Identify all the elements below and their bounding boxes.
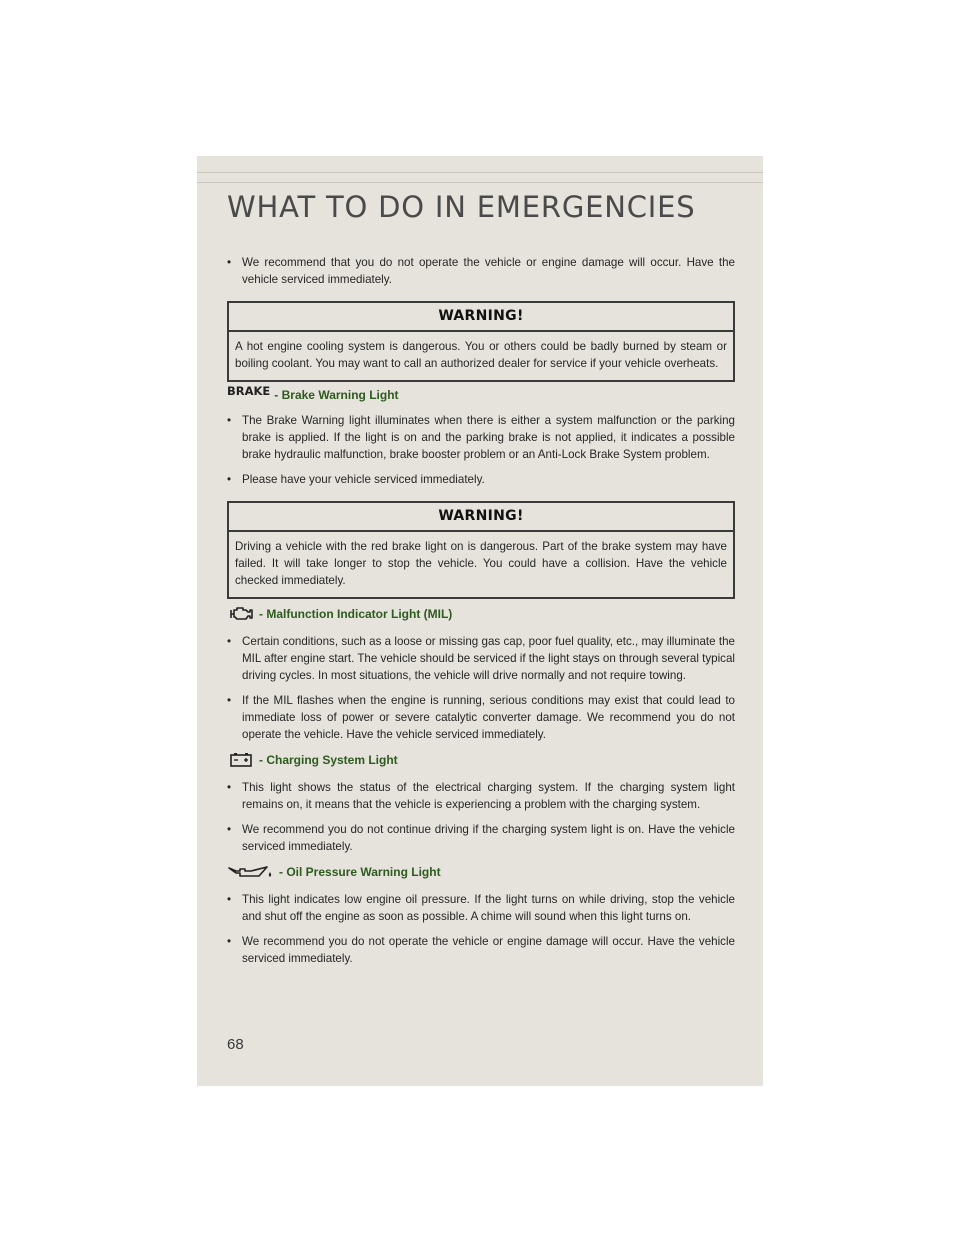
page-content bbox=[227, 254, 735, 975]
oil-pressure-heading bbox=[227, 863, 735, 881]
bullet-text: We recommend you do not continue driving if the charging system light is on. Have the vehicle serviced immediately. bbox=[242, 823, 735, 853]
bullet-text: The Brake Warning light illuminates when there is either a system malfunction or the parking brake is applied. If the light is on and the parking brake is not applied, it indicates a possible brake hydraulic malfunction, brake booster problem or an Anti-Lock Brake System problem. bbox=[242, 414, 735, 461]
bullet-dot: • bbox=[227, 893, 232, 906]
oil-can-icon bbox=[227, 863, 275, 881]
bullet-dot: • bbox=[227, 694, 232, 707]
oil-pressure-heading-text: - Oil Pressure Warning Light bbox=[279, 865, 441, 879]
bullet-item bbox=[227, 933, 735, 967]
bullet-item bbox=[227, 891, 735, 925]
bullet-text: This light shows the status of the electrical charging system. If the charging system light remains on, it means that the vehicle is experiencing a problem with the charging system. bbox=[242, 781, 735, 811]
bullet-dot: • bbox=[227, 256, 232, 269]
warning-body: Driving a vehicle with the red brake light on is dangerous. Part of the brake system may have failed. It will take longer to stop the vehicle. You could have a collision. Have the vehicle checked immediately. bbox=[235, 540, 727, 587]
bullet-dot: • bbox=[227, 823, 232, 836]
brake-heading-text: - Brake Warning Light bbox=[274, 388, 399, 402]
warning-body: A hot engine cooling system is dangerous. You or others could be badly burned by steam or boiling coolant. You may want to call an authorized dealer for service if your vehicle overheats. bbox=[235, 340, 727, 370]
brake-warning-heading bbox=[227, 384, 735, 402]
manual-page bbox=[197, 156, 763, 1086]
bullet-item bbox=[227, 633, 735, 684]
bullet-text: We recommend that you do not operate the vehicle or engine damage will occur. Have the vehicle serviced immediately. bbox=[242, 256, 735, 286]
page-number: 68 bbox=[227, 1036, 244, 1053]
warning-box bbox=[227, 301, 735, 382]
bullet-text: Certain conditions, such as a loose or missing gas cap, poor fuel quality, etc., may illuminate the MIL after engine start. The vehicle should be serviced if the light stays on through several typical driving cycles. In most situations, the vehicle will drive normally and not require towing. bbox=[242, 635, 736, 682]
warning-title: WARNING! bbox=[229, 303, 733, 332]
bullet-dot: • bbox=[227, 781, 232, 794]
header-rule-bottom bbox=[197, 182, 763, 183]
bullet-text: This light indicates low engine oil pressure. If the light turns on while driving, stop the vehicle and shut off the engine as soon as possible. A chime will sound when this light turns on. bbox=[242, 893, 735, 923]
bullet-dot: • bbox=[227, 635, 232, 648]
bullet-text: Please have your vehicle serviced immediately. bbox=[242, 473, 485, 486]
bullet-dot: • bbox=[227, 414, 232, 427]
bullet-item bbox=[227, 412, 735, 463]
header-rule-top bbox=[197, 172, 763, 173]
bullet-dot: • bbox=[227, 473, 232, 486]
brake-icon: BRAKE bbox=[227, 384, 271, 398]
charging-heading-text: - Charging System Light bbox=[259, 753, 398, 767]
charging-heading bbox=[227, 751, 735, 769]
mil-heading bbox=[227, 605, 735, 623]
bullet-text: If the MIL flashes when the engine is running, serious conditions may exist that could lead to immediate loss of power or severe catalytic converter damage. We recommend you do not operate the vehicle. Have the vehicle serviced immediately. bbox=[242, 694, 735, 741]
warning-title: WARNING! bbox=[229, 503, 733, 532]
bullet-item bbox=[227, 779, 735, 813]
bullet-dot: • bbox=[227, 935, 232, 948]
bullet-text: We recommend you do not operate the vehicle or engine damage will occur. Have the vehicle serviced immediately. bbox=[242, 935, 735, 965]
section-title: WHAT TO DO IN EMERGENCIES bbox=[227, 190, 696, 224]
warning-box bbox=[227, 501, 735, 599]
engine-check-icon bbox=[227, 605, 255, 623]
bullet-item bbox=[227, 254, 735, 288]
mil-heading-text: - Malfunction Indicator Light (MIL) bbox=[259, 607, 453, 621]
battery-icon bbox=[227, 751, 255, 769]
bullet-item bbox=[227, 471, 735, 488]
bullet-item bbox=[227, 692, 735, 743]
bullet-item bbox=[227, 821, 735, 855]
